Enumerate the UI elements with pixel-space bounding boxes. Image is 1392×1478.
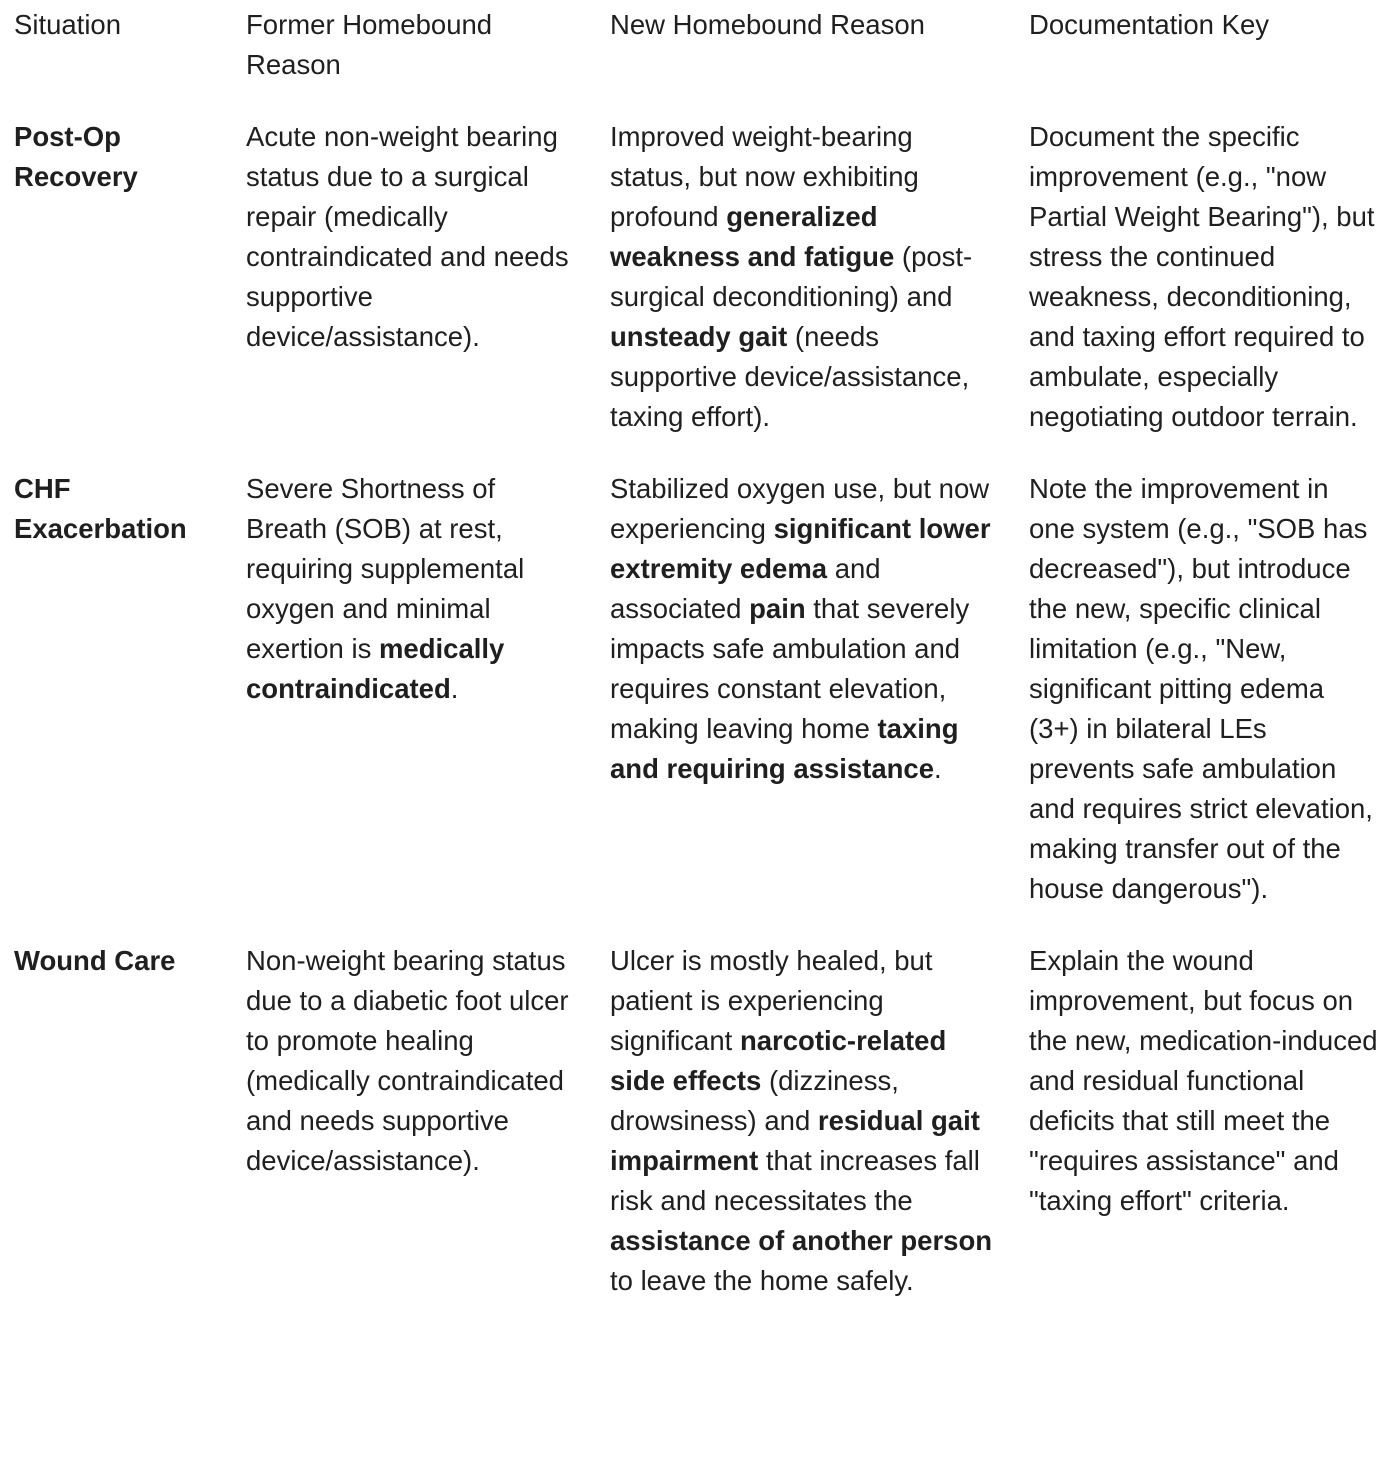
body-text: Improved weight-bearing status, but now exhibiting profound (610, 121, 919, 232)
emphasis-text: generalized weakness and fatigue (610, 201, 895, 272)
body-text: Severe Shortness of Breath (SOB) at rest, requiring supplemental oxygen and minimal exertion is (246, 473, 525, 664)
header-new-reason: New Homebound Reason (610, 9, 925, 40)
body-text: that severely impacts safe ambulation and requires constant elevation, making leaving home (610, 593, 970, 744)
table-header (0, 0, 1392, 117)
former-reason-cell (232, 117, 596, 469)
emphasis-text: medically contraindicated (246, 633, 505, 704)
body-text: Document the specific improvement (e.g., "now Partial Weight Bearing"), but stress the continued weakness, deconditioning, and taxing effort required to ambulate, especially negotiating outdoor terrain. (1029, 121, 1375, 432)
table-row (0, 469, 1392, 941)
body-text: . (450, 673, 459, 704)
body-text: Stabilized oxygen use, but now experiencing (610, 473, 990, 544)
header-row (0, 0, 1392, 117)
table-row (0, 941, 1392, 1333)
emphasis-text: pain (749, 593, 806, 624)
header-documentation-key: Documentation Key (1029, 9, 1269, 40)
emphasis-text: assistance of another person (610, 1225, 993, 1256)
new-reason-cell (596, 941, 1015, 1333)
emphasis-text: residual gait impairment (610, 1105, 980, 1176)
emphasis-text: taxing and requiring assistance (610, 713, 959, 784)
body-text: (needs supportive device/assistance, taxing effort). (610, 321, 970, 432)
documentation-key-cell (1015, 941, 1392, 1333)
new-reason-cell (596, 469, 1015, 941)
header-situation: Situation (14, 9, 122, 40)
body-text: Note the improvement in one system (e.g., "SOB has decreased"), but introduce the new, specific clinical limitation (e.g., "New, significant pitting edema (3+) in bilateral LEs prevents safe ambulation and requires strict elevation, making transfer out of the house dangerous"). (1029, 473, 1373, 904)
body-text: Ulcer is mostly healed, but patient is experiencing significant (610, 945, 933, 1056)
new-reason-cell (596, 117, 1015, 469)
emphasis-text: unsteady gait (610, 321, 788, 352)
body-text: that increases fall risk and necessitates the (610, 1145, 980, 1216)
body-text: (post-surgical deconditioning) and (610, 241, 973, 312)
header-former-reason: Former Homebound Reason (246, 9, 493, 80)
former-reason-cell (232, 941, 596, 1333)
emphasis-text: narcotic-related side effects (610, 1025, 947, 1096)
table-row (0, 117, 1392, 469)
situation-cell: Post-Op Recovery (14, 121, 138, 192)
body-text: and associated (610, 553, 881, 624)
situation-cell: Wound Care (14, 945, 176, 976)
emphasis-text: significant lower extremity edema (610, 513, 991, 584)
documentation-key-cell (1015, 117, 1392, 469)
former-reason-cell (232, 469, 596, 941)
body-text: to leave the home safely. (610, 1265, 914, 1296)
body-text: (dizziness, drowsiness) and (610, 1065, 899, 1136)
situation-cell: CHF Exacerbation (14, 473, 187, 544)
body-text: Explain the wound improvement, but focus on the new, medication-induced and residual functional deficits that still meet the "requires assistance" and "taxing effort" criteria. (1029, 945, 1378, 1216)
body-text: Acute non-weight bearing status due to a surgical repair (medically contraindicated and needs supportive device/assistance). (246, 121, 569, 352)
body-text: . (934, 753, 942, 784)
body-text: Non-weight bearing status due to a diabetic foot ulcer to promote healing (medically contraindicated and needs supportive device/assistance). (246, 945, 569, 1176)
documentation-key-cell (1015, 469, 1392, 941)
table-body (0, 117, 1392, 1333)
